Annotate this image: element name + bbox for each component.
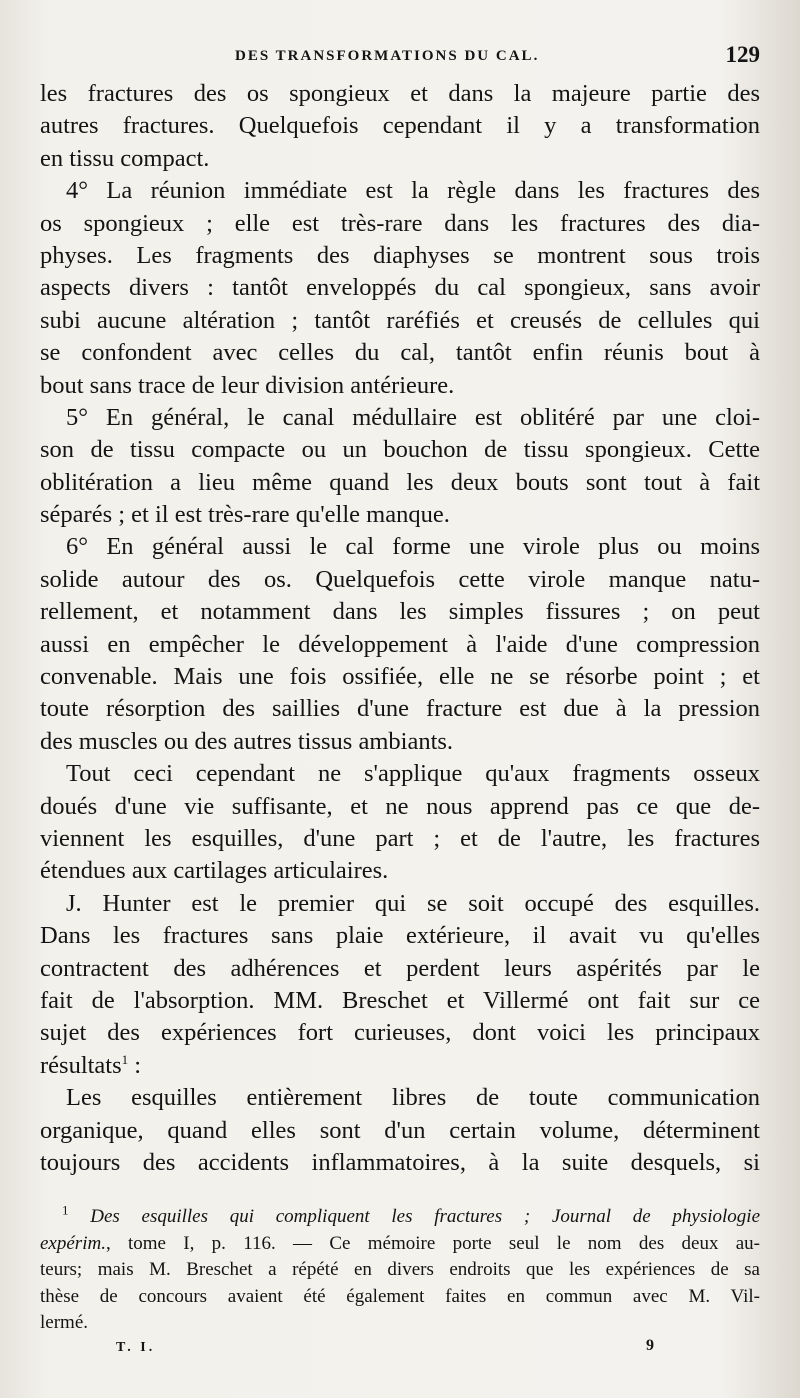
text-line: fait de l'absorption. MM. Breschet et Villermé ont fait sur ce bbox=[40, 986, 760, 1014]
text-line: en tissu compact. bbox=[40, 144, 210, 172]
paragraph-esquilles-start: Les esquilles entièrement libres de toute communication bbox=[66, 1084, 760, 1112]
paragraph-5-start: 5° En général, le canal médullaire est oblitéré par une cloi- bbox=[66, 403, 760, 431]
footnote-text: , tome I, p. 116. — Ce mémoire porte seul le nom des deux au- bbox=[105, 1232, 760, 1254]
page-header bbox=[40, 42, 760, 72]
text-line-with-footnote-ref bbox=[40, 1050, 760, 1082]
footnote-marker: 1 bbox=[62, 1204, 69, 1218]
text-line: des muscles ou des autres tissus ambiants. bbox=[40, 727, 454, 755]
running-title: DES TRANSFORMATIONS DU CAL. bbox=[235, 48, 540, 64]
text-line: étendues aux cartilages articulaires. bbox=[40, 857, 389, 885]
text-line: Dans les fractures sans plaie extérieure, il avait vu qu'elles bbox=[40, 922, 760, 950]
text-line: os spongieux ; elle est très-rare dans les fractures des dia- bbox=[40, 209, 760, 237]
text-segment: : bbox=[128, 1051, 142, 1079]
body-text bbox=[40, 78, 760, 1179]
text-line: toujours des accidents inflammatoires, à la suite desquels, si bbox=[40, 1148, 760, 1176]
text-line: solide autour des os. Quelquefois cette virole manque natu- bbox=[40, 565, 760, 593]
text-line: les fractures des os spongieux et dans la majeure partie des bbox=[40, 80, 760, 107]
text-line: sujet des expériences fort curieuses, dont voici les principaux bbox=[40, 1019, 760, 1047]
text-line: viennent les esquilles, d'une part ; et de l'autre, les fractures bbox=[40, 824, 760, 852]
signature-mark-gathering: 9 bbox=[646, 1337, 654, 1354]
footnote-title: Des esquilles qui compliquent les fractures ; Journal de physiologie bbox=[90, 1206, 760, 1227]
footnote-journal: expérim. bbox=[40, 1232, 106, 1254]
text-line: aussi en empêcher le développement à l'aide d'une compression bbox=[40, 630, 760, 658]
text-line: organique, quand elles sont d'un certain volume, déterminent bbox=[40, 1116, 760, 1144]
text-line: oblitération a lieu même quand les deux bouts sont tout à fait bbox=[40, 468, 760, 496]
text-line: autres fractures. Quelquefois cependant il y a transformation bbox=[40, 112, 760, 140]
text-line: aspects divers : tantôt enveloppés du cal spongieux, sans avoir bbox=[40, 274, 760, 302]
paragraph-hunter-start: J. Hunter est le premier qui se soit occupé des esquilles. bbox=[66, 889, 760, 917]
text-segment: résultats bbox=[40, 1051, 122, 1079]
page-number: 129 bbox=[725, 42, 760, 67]
paragraph-tout-ceci-start: Tout ceci cependant ne s'applique qu'aux fragments osseux bbox=[66, 760, 760, 788]
text-line: doués d'une vie suffisante, et ne nous apprend pas ce que de- bbox=[40, 792, 760, 820]
text-line: son de tissu compacte ou un bouchon de tissu spongieux. Cette bbox=[40, 436, 760, 464]
footnote-line: teurs; mais M. Breschet a répété en divers endroits que les expériences de sa bbox=[40, 1259, 760, 1280]
text-line: toute résorption des saillies d'une fracture est due à la pression bbox=[40, 695, 760, 723]
signature-mark-volume: T. I. bbox=[116, 1340, 156, 1355]
footnote-line bbox=[40, 1231, 760, 1258]
paragraph-6-start: 6° En général aussi le cal forme une virole plus ou moins bbox=[66, 533, 760, 561]
text-line: subi aucune altération ; tantôt raréfiés et creusés de cellules qui bbox=[40, 306, 760, 334]
text-line: rellement, et notamment dans les simples fissures ; on peut bbox=[40, 598, 760, 626]
footnote-line: lermé. bbox=[40, 1312, 89, 1333]
text-line: contractent des adhérences et perdent leurs aspérités par le bbox=[40, 954, 760, 982]
footnote-block bbox=[40, 1204, 760, 1337]
text-line: se confondent avec celles du cal, tantôt enfin réunis bout à bbox=[40, 339, 760, 367]
footnote-line: thèse de concours avaient été également faites en commun avec M. Vil- bbox=[40, 1285, 760, 1307]
text-line: convenable. Mais une fois ossifiée, elle ne se résorbe point ; et bbox=[40, 663, 760, 691]
footnote-reference: 1 bbox=[121, 1051, 129, 1067]
footnote-line bbox=[40, 1204, 760, 1231]
text-line: physes. Les fragments des diaphyses se montrent sous trois bbox=[40, 241, 760, 269]
paragraph-4-start: 4° La réunion immédiate est la règle dans les fractures des bbox=[66, 177, 760, 205]
text-line: bout sans trace de leur division antérieure. bbox=[40, 371, 455, 399]
text-line: séparés ; et il est très-rare qu'elle manque. bbox=[40, 501, 450, 529]
